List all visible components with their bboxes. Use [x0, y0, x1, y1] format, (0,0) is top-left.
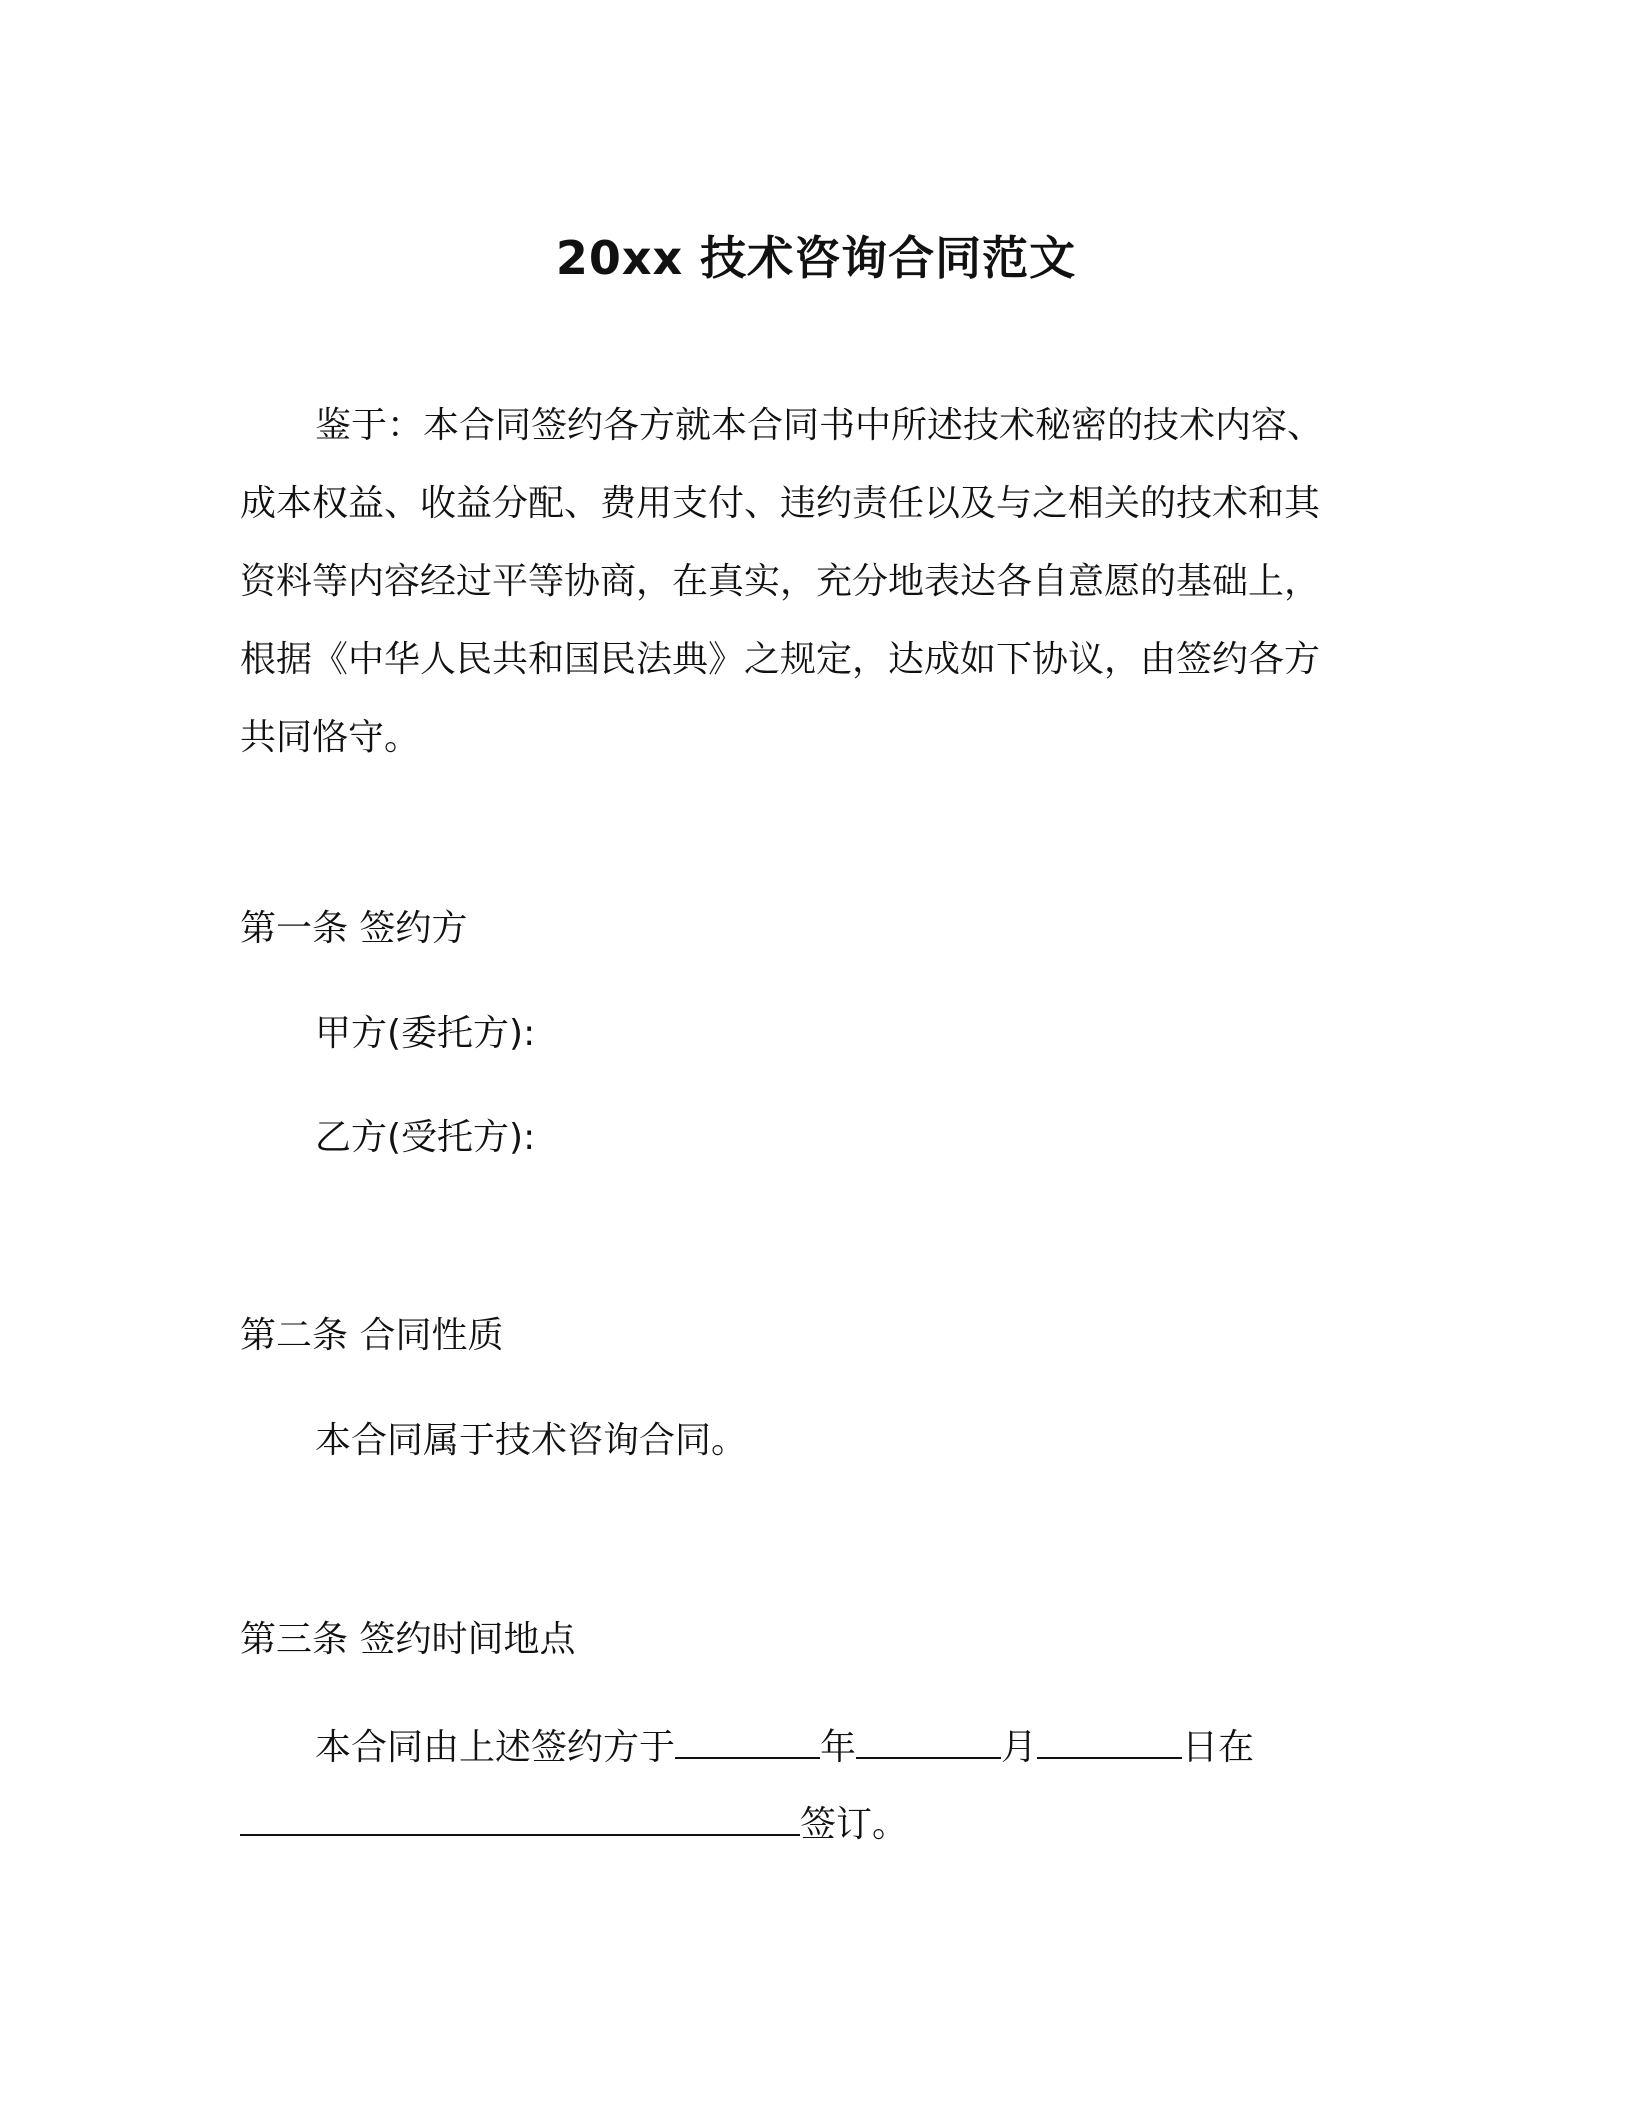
- place-blank[interactable]: [240, 1804, 800, 1836]
- article2-heading: 第二条 合同性质: [240, 1315, 504, 1356]
- article1-heading: 第一条 签约方: [240, 908, 468, 949]
- party-b-label: 乙方(受托方):: [315, 1117, 536, 1158]
- party-a-label: 甲方(委托方):: [315, 1013, 536, 1054]
- month-label: 月: [1001, 1727, 1038, 1768]
- document-title: 20xx 技术咨询合同范文: [555, 231, 1077, 285]
- intro-line: 资料等内容经过平等协商，在真实，充分地表达各自意愿的基础上，: [240, 561, 1321, 602]
- day-label: 日在: [1182, 1727, 1255, 1768]
- day-blank[interactable]: [1037, 1727, 1182, 1759]
- intro-paragraph: [240, 387, 1360, 777]
- intro-line: 根据《中华人民共和国民法典》之规定，达成如下协议，由签约各方: [240, 639, 1321, 680]
- year-blank[interactable]: [675, 1727, 820, 1759]
- signing-date-prefix: 本合同由上述签约方于: [315, 1727, 676, 1768]
- signing-place-line: [240, 1800, 908, 1850]
- article3-heading: 第三条 签约时间地点: [240, 1619, 576, 1660]
- intro-line: 共同恪守。: [240, 717, 421, 758]
- signing-place-suffix: 签订。: [800, 1804, 909, 1845]
- article2-content: 本合同属于技术咨询合同。: [315, 1420, 748, 1461]
- intro-line: 成本权益、收益分配、费用支付、违约责任以及与之相关的技术和其: [240, 483, 1321, 524]
- intro-line: 鉴于：本合同签约各方就本合同书中所述技术秘密的技术内容、: [315, 405, 1324, 446]
- year-label: 年: [820, 1727, 857, 1768]
- signing-date-line: [315, 1723, 1254, 1773]
- month-blank[interactable]: [856, 1727, 1001, 1759]
